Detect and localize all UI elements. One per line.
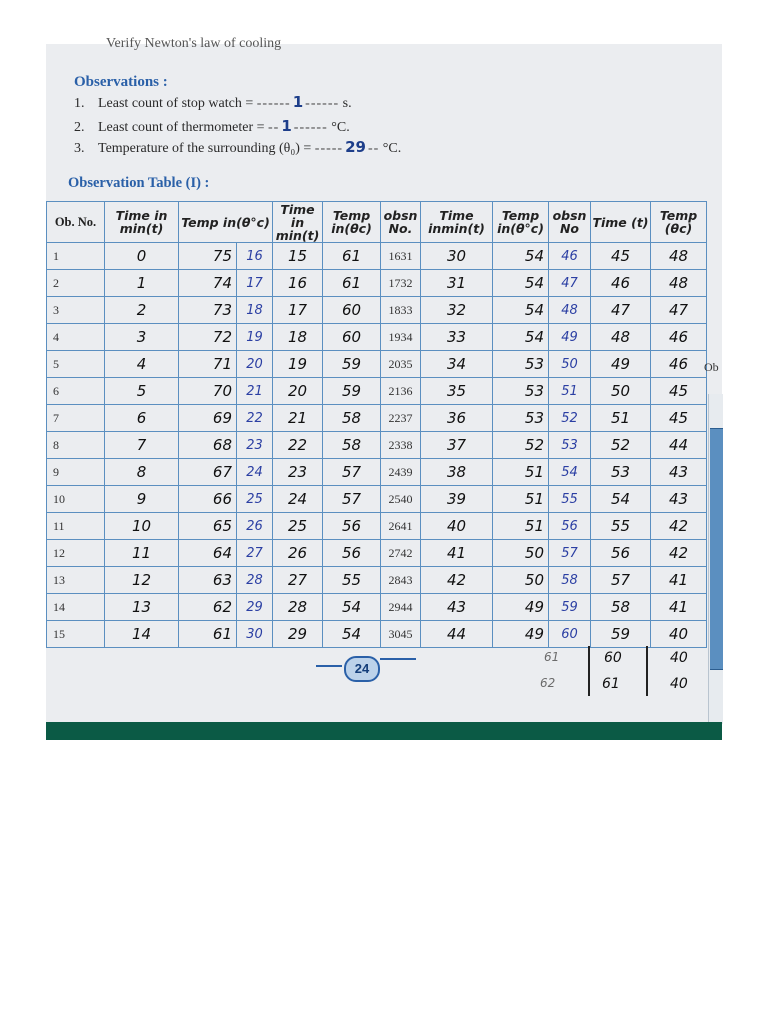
observation-label: Least count of thermometer = <box>98 120 269 135</box>
cell-time-4: 39 <box>421 486 493 513</box>
cell-time-2: 26 <box>237 513 273 540</box>
cell-time-4: 44 <box>421 621 493 648</box>
cell-ob-no: 3 <box>47 297 105 324</box>
table-row <box>47 243 707 270</box>
cell-temp-2: 60 <box>323 324 381 351</box>
cell-time-5: 57 <box>591 567 651 594</box>
cell-ob-no: 1 <box>47 243 105 270</box>
cell-ob-no: 6 <box>47 378 105 405</box>
page-number: 24 <box>344 656 380 682</box>
observation-value: 29 <box>345 138 366 156</box>
table-row <box>47 540 707 567</box>
cell-temp-3: 54 <box>493 324 549 351</box>
header-time-3: Time inmin(t) <box>421 202 493 243</box>
table-row <box>47 351 707 378</box>
cell-temp-2: 55 <box>323 567 381 594</box>
cell-obsn-1: 2540 <box>381 486 421 513</box>
extra-obs-no: 62 <box>540 676 556 690</box>
cell-temp-1: 70 <box>179 378 237 405</box>
adjacent-page-box <box>710 428 723 670</box>
cell-temp-1: 72 <box>179 324 237 351</box>
cell-temp-1: 63 <box>179 567 237 594</box>
table-row <box>47 432 707 459</box>
cell-temp-2: 59 <box>323 351 381 378</box>
cell-temp-3: 53 <box>493 378 549 405</box>
cell-time-1: 11 <box>105 540 179 567</box>
cell-temp-4: 45 <box>651 405 707 432</box>
cell-time-5: 48 <box>591 324 651 351</box>
cell-ob-no: 14 <box>47 594 105 621</box>
cell-temp-3: 49 <box>493 621 549 648</box>
cell-obsn-2: 51 <box>549 378 591 405</box>
table-header-row <box>47 202 707 243</box>
cell-time-3: 24 <box>273 486 323 513</box>
page-number-rule <box>380 658 416 660</box>
cell-time-5: 56 <box>591 540 651 567</box>
table-surface <box>46 722 722 740</box>
observation-table <box>46 201 707 648</box>
cell-obsn-1: 2136 <box>381 378 421 405</box>
cell-temp-4: 46 <box>651 324 707 351</box>
cell-time-3: 28 <box>273 594 323 621</box>
cell-time-3: 27 <box>273 567 323 594</box>
cell-time-2: 29 <box>237 594 273 621</box>
extra-obs-no: 61 <box>544 650 560 664</box>
observation-label: Least count of stop watch = <box>98 96 257 111</box>
cell-temp-2: 59 <box>323 378 381 405</box>
header-time-1: Time in min(t) <box>105 202 179 243</box>
cell-obsn-2: 49 <box>549 324 591 351</box>
cell-time-4: 42 <box>421 567 493 594</box>
cell-obsn-2: 60 <box>549 621 591 648</box>
cell-ob-no: 4 <box>47 324 105 351</box>
header-partial: Verify Newton's law of cooling <box>106 36 282 51</box>
cell-ob-no: 5 <box>47 351 105 378</box>
cell-time-2: 17 <box>237 270 273 297</box>
cell-time-1: 6 <box>105 405 179 432</box>
cell-time-5: 46 <box>591 270 651 297</box>
cell-ob-no: 12 <box>47 540 105 567</box>
cell-time-2: 22 <box>237 405 273 432</box>
header-obsn-1: obsn No. <box>381 202 421 243</box>
cell-temp-1: 64 <box>179 540 237 567</box>
table-row <box>47 486 707 513</box>
cell-temp-2: 54 <box>323 621 381 648</box>
cell-temp-4: 43 <box>651 486 707 513</box>
cell-time-2: 30 <box>237 621 273 648</box>
cell-temp-4: 48 <box>651 243 707 270</box>
cell-time-4: 32 <box>421 297 493 324</box>
hand-drawn-divider <box>646 646 648 696</box>
cell-obsn-1: 3045 <box>381 621 421 648</box>
cell-temp-1: 69 <box>179 405 237 432</box>
observation-unit: °C. <box>327 120 350 135</box>
cell-time-2: 23 <box>237 432 273 459</box>
cell-temp-3: 51 <box>493 486 549 513</box>
observation-number: 3. <box>74 141 85 156</box>
cell-time-1: 1 <box>105 270 179 297</box>
cell-temp-3: 54 <box>493 270 549 297</box>
cell-time-5: 45 <box>591 243 651 270</box>
cell-temp-4: 47 <box>651 297 707 324</box>
cell-obsn-1: 2035 <box>381 351 421 378</box>
cell-obsn-2: 50 <box>549 351 591 378</box>
header-temp-4: Temp (θc) <box>651 202 707 243</box>
page-number-rule <box>316 665 342 667</box>
cell-temp-2: 58 <box>323 432 381 459</box>
cell-time-1: 5 <box>105 378 179 405</box>
header-temp-2: Temp in(θc) <box>323 202 381 243</box>
observation-number: 1. <box>74 96 85 111</box>
cell-temp-2: 58 <box>323 405 381 432</box>
cell-time-3: 17 <box>273 297 323 324</box>
extra-time: 61 <box>602 676 620 692</box>
cell-temp-3: 51 <box>493 513 549 540</box>
cell-temp-3: 52 <box>493 432 549 459</box>
table-row <box>47 621 707 648</box>
cell-obsn-2: 55 <box>549 486 591 513</box>
cell-time-3: 23 <box>273 459 323 486</box>
cell-temp-1: 66 <box>179 486 237 513</box>
cell-ob-no: 8 <box>47 432 105 459</box>
cell-time-1: 2 <box>105 297 179 324</box>
cell-time-5: 53 <box>591 459 651 486</box>
cell-time-4: 40 <box>421 513 493 540</box>
cell-obsn-1: 2843 <box>381 567 421 594</box>
cell-temp-1: 74 <box>179 270 237 297</box>
header-temp-3: Temp in(θ°c) <box>493 202 549 243</box>
cell-time-5: 58 <box>591 594 651 621</box>
cell-time-5: 52 <box>591 432 651 459</box>
table-title: Observation Table (I) : <box>68 175 210 191</box>
cell-temp-4: 42 <box>651 513 707 540</box>
adjacent-page-text: Ob <box>704 360 719 374</box>
cell-temp-2: 57 <box>323 459 381 486</box>
cell-time-4: 36 <box>421 405 493 432</box>
cell-time-2: 18 <box>237 297 273 324</box>
cell-time-4: 43 <box>421 594 493 621</box>
header-time-2: Time in min(t) <box>273 202 323 243</box>
cell-temp-4: 48 <box>651 270 707 297</box>
cell-time-1: 10 <box>105 513 179 540</box>
cell-obsn-2: 59 <box>549 594 591 621</box>
cell-time-2: 19 <box>237 324 273 351</box>
cell-temp-3: 53 <box>493 351 549 378</box>
table-row <box>47 567 707 594</box>
cell-temp-1: 65 <box>179 513 237 540</box>
cell-ob-no: 10 <box>47 486 105 513</box>
cell-ob-no: 9 <box>47 459 105 486</box>
observation-number: 2. <box>74 120 85 135</box>
cell-temp-2: 61 <box>323 243 381 270</box>
cell-time-1: 8 <box>105 459 179 486</box>
cell-time-3: 16 <box>273 270 323 297</box>
cell-obsn-1: 1631 <box>381 243 421 270</box>
cell-time-5: 51 <box>591 405 651 432</box>
cell-temp-1: 73 <box>179 297 237 324</box>
cell-time-5: 55 <box>591 513 651 540</box>
table-row <box>47 297 707 324</box>
header-temp-1: Temp in(θ°c) <box>179 202 273 243</box>
extra-temp: 40 <box>670 676 688 692</box>
cell-temp-4: 44 <box>651 432 707 459</box>
cell-temp-3: 51 <box>493 459 549 486</box>
cell-time-3: 25 <box>273 513 323 540</box>
cell-obsn-2: 56 <box>549 513 591 540</box>
table-row <box>47 378 707 405</box>
cell-time-4: 33 <box>421 324 493 351</box>
cell-temp-3: 49 <box>493 594 549 621</box>
observation-unit: s. <box>339 96 352 111</box>
cell-temp-1: 67 <box>179 459 237 486</box>
cell-obsn-2: 58 <box>549 567 591 594</box>
cell-temp-2: 61 <box>323 270 381 297</box>
cell-time-3: 26 <box>273 540 323 567</box>
cell-ob-no: 11 <box>47 513 105 540</box>
table-row <box>47 324 707 351</box>
cell-time-3: 20 <box>273 378 323 405</box>
cell-obsn-1: 2237 <box>381 405 421 432</box>
cell-time-4: 34 <box>421 351 493 378</box>
cell-ob-no: 7 <box>47 405 105 432</box>
cell-temp-2: 57 <box>323 486 381 513</box>
cell-temp-4: 41 <box>651 567 707 594</box>
cell-time-5: 59 <box>591 621 651 648</box>
cell-temp-2: 60 <box>323 297 381 324</box>
cell-temp-3: 50 <box>493 540 549 567</box>
table-row <box>47 594 707 621</box>
cell-time-1: 9 <box>105 486 179 513</box>
observation-label: Temperature of the surrounding (θ₀) = <box>98 141 315 156</box>
cell-obsn-1: 2439 <box>381 459 421 486</box>
cell-time-5: 50 <box>591 378 651 405</box>
cell-time-1: 7 <box>105 432 179 459</box>
cell-time-1: 14 <box>105 621 179 648</box>
cell-time-1: 12 <box>105 567 179 594</box>
cell-temp-1: 61 <box>179 621 237 648</box>
cell-temp-2: 56 <box>323 513 381 540</box>
cell-obsn-2: 52 <box>549 405 591 432</box>
cell-temp-1: 71 <box>179 351 237 378</box>
cell-obsn-1: 2641 <box>381 513 421 540</box>
observation-line-1: 1. Least count of stop watch = ------ 1 ------ s. <box>74 93 352 111</box>
cell-obsn-2: 53 <box>549 432 591 459</box>
cell-temp-4: 43 <box>651 459 707 486</box>
cell-obsn-1: 1833 <box>381 297 421 324</box>
header-time-4: Time (t) <box>591 202 651 243</box>
cell-temp-4: 46 <box>651 351 707 378</box>
cell-time-5: 47 <box>591 297 651 324</box>
cell-time-2: 24 <box>237 459 273 486</box>
cell-temp-4: 42 <box>651 540 707 567</box>
cell-time-4: 30 <box>421 243 493 270</box>
cell-time-1: 13 <box>105 594 179 621</box>
cell-temp-1: 62 <box>179 594 237 621</box>
cell-time-4: 37 <box>421 432 493 459</box>
cell-obsn-2: 46 <box>549 243 591 270</box>
table-row <box>47 513 707 540</box>
cell-ob-no: 13 <box>47 567 105 594</box>
cell-time-1: 3 <box>105 324 179 351</box>
document-photo <box>46 36 722 740</box>
cell-temp-3: 54 <box>493 297 549 324</box>
observation-value: 1 <box>281 117 292 135</box>
cell-time-2: 20 <box>237 351 273 378</box>
cell-obsn-2: 54 <box>549 459 591 486</box>
cell-time-3: 19 <box>273 351 323 378</box>
cell-time-2: 25 <box>237 486 273 513</box>
cell-temp-4: 40 <box>651 621 707 648</box>
cell-time-2: 16 <box>237 243 273 270</box>
cell-time-4: 31 <box>421 270 493 297</box>
cell-temp-4: 45 <box>651 378 707 405</box>
cell-obsn-1: 1732 <box>381 270 421 297</box>
cell-temp-3: 53 <box>493 405 549 432</box>
cell-ob-no: 15 <box>47 621 105 648</box>
cell-time-3: 15 <box>273 243 323 270</box>
table-row <box>47 270 707 297</box>
observation-line-3: 3. Temperature of the surrounding (θ₀) = ----- 29 -- °C. <box>74 138 402 156</box>
cell-time-5: 54 <box>591 486 651 513</box>
table-row <box>47 405 707 432</box>
header-ob-no: Ob. No. <box>47 202 105 243</box>
cell-obsn-2: 47 <box>549 270 591 297</box>
cell-time-4: 38 <box>421 459 493 486</box>
cell-obsn-1: 2944 <box>381 594 421 621</box>
cell-time-3: 21 <box>273 405 323 432</box>
extra-temp: 40 <box>670 650 688 666</box>
observation-line-2: 2. Least count of thermometer = -- 1 ------ °C. <box>74 117 350 135</box>
cell-ob-no: 2 <box>47 270 105 297</box>
observation-value: 1 <box>292 93 304 111</box>
cell-temp-4: 41 <box>651 594 707 621</box>
cell-temp-3: 50 <box>493 567 549 594</box>
cell-temp-2: 56 <box>323 540 381 567</box>
cell-obsn-2: 57 <box>549 540 591 567</box>
cell-time-2: 21 <box>237 378 273 405</box>
cell-time-1: 0 <box>105 243 179 270</box>
hand-drawn-divider <box>588 646 590 696</box>
cell-obsn-2: 48 <box>549 297 591 324</box>
cell-time-3: 22 <box>273 432 323 459</box>
cell-obsn-1: 1934 <box>381 324 421 351</box>
cell-obsn-1: 2742 <box>381 540 421 567</box>
cell-time-2: 28 <box>237 567 273 594</box>
cell-time-3: 29 <box>273 621 323 648</box>
cell-temp-1: 68 <box>179 432 237 459</box>
cell-temp-3: 54 <box>493 243 549 270</box>
cell-time-2: 27 <box>237 540 273 567</box>
cell-temp-1: 75 <box>179 243 237 270</box>
cell-time-5: 49 <box>591 351 651 378</box>
adjacent-page-edge <box>708 394 723 724</box>
header-obsn-2: obsn No <box>549 202 591 243</box>
observation-unit: °C. <box>379 141 402 156</box>
cell-time-1: 4 <box>105 351 179 378</box>
table-row <box>47 459 707 486</box>
cell-time-4: 35 <box>421 378 493 405</box>
extra-time: 60 <box>604 650 622 666</box>
cell-time-4: 41 <box>421 540 493 567</box>
cell-temp-2: 54 <box>323 594 381 621</box>
cell-time-3: 18 <box>273 324 323 351</box>
cell-obsn-1: 2338 <box>381 432 421 459</box>
observations-title: Observations : <box>74 74 168 90</box>
